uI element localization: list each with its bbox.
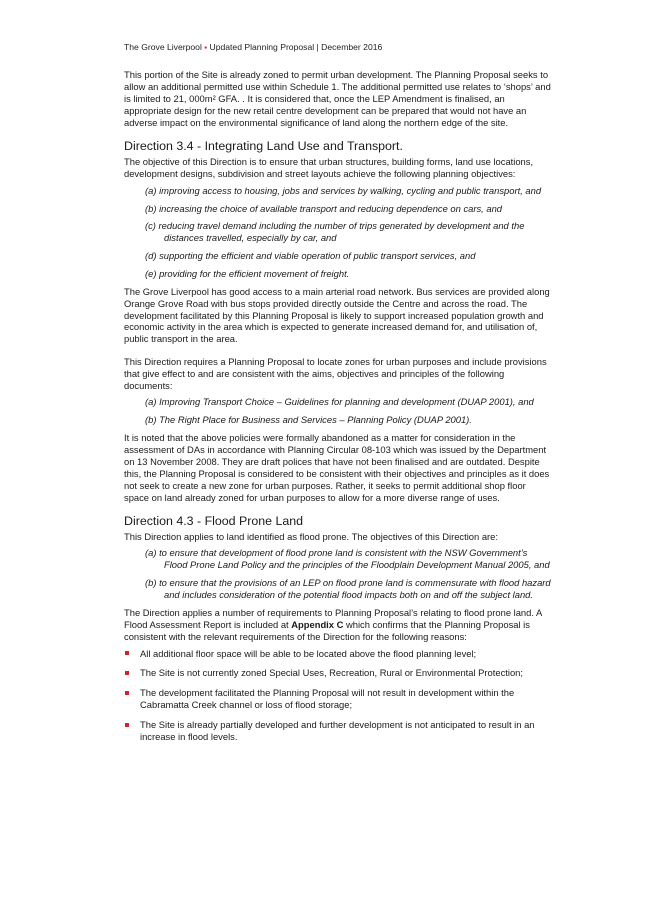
list-item: (b) to ensure that the provisions of an LEP on flood prone land is commensurate with flood hazard and includes consideration of the potential flood impacts both on and off the subject land. xyxy=(145,577,551,601)
direction-3-4-paragraph-1: The Grove Liverpool has good access to a main arterial road network. Bus services are provided along Orange Grove Road with bus stops provided directly outside the Centre and across the road. The development facilitated by this Planning Proposal is likely to support increased population growth and economic activity in the area which is expected to generate increased demand for, and utilisation of, public transport in the area. xyxy=(124,285,550,345)
bullet-square-icon xyxy=(125,671,129,675)
flood-reasons-list xyxy=(124,648,552,743)
direction-3-4-paragraph-2: This Direction requires a Planning Proposal to locate zones for urban purposes and include provisions that give effect to and are consistent with the aims, objectives and principles of the following documents: xyxy=(124,355,547,391)
direction-3-4-documents xyxy=(124,396,552,426)
list-item: (a) to ensure that development of flood prone land is consistent with the NSW Government’s Flood Prone Land Policy and the principles of the Floodplain Development Manual 2005, and xyxy=(145,547,550,571)
heading-direction-4-3: Direction 4.3 - Flood Prone Land xyxy=(124,513,304,528)
appendix-reference: Appendix C xyxy=(291,618,344,630)
list-item: The development facilitated the Planning Proposal will not result in development within the Cabramatta Creek channel or loss of flood storage; xyxy=(124,687,552,711)
direction-3-4-objectives xyxy=(124,185,552,280)
list-item: (e) providing for the efficient movement of freight. xyxy=(145,267,350,279)
direction-3-4-paragraph-3: It is noted that the above policies were formally abandoned as a matter for consideration in the assessment of DAs in accordance with Planning Circular 08-103 which was issued by the Department on 13 November 2008. They are draft polices that have not been finalised and are outdated. Despite this, the Planning Proposal is considered to be consistent with their objectives and principles as it does not seek to create a new zone for urban purposes. Rather, it seeks to permit additional shop floor space on land already zoned for urban purposes to allow for a more diverse range of uses. xyxy=(124,432,550,503)
direction-4-3-paragraph: The Direction applies a number of requirements to Planning Proposal’s relating to flood prone land. A Flood Assessment Report is included at Appendix C which confirms that the Planning Proposal is consistent with the relevant requirements of the Direction for the following reasons: xyxy=(124,606,542,642)
bullet-square-icon xyxy=(125,651,129,655)
list-item: The Site is not currently zoned Special Uses, Recreation, Rural or Environmental Protection; xyxy=(124,667,552,679)
list-item: (c) reducing travel demand including the number of trips generated by development and the distances travelled, especially by car, and xyxy=(145,220,525,244)
list-item: (b) The Right Place for Business and Services – Planning Policy (DUAP 2001). xyxy=(145,414,472,426)
list-item: (b) increasing the choice of available transport and reducing dependence on cars, and xyxy=(145,202,503,214)
header-title: The Grove Liverpool xyxy=(124,42,202,52)
list-item: The Site is already partially developed and further development is not anticipated to result in an increase in flood levels. xyxy=(124,719,552,743)
intro-paragraph: This portion of the Site is already zoned to permit urban development. The Planning Proposal seeks to allow an additional permitted use within Schedule 1. The additional permitted use relates to ‘shops’ and is limited to 21, 000m² GFA. . It is considered that, once the LEP Amendment is finalised, an appropriate design for the new retail centre development can be prepared that would not have an adverse impact on the environmental significance of land along the northern edge of the site. xyxy=(124,69,551,128)
direction-3-4-intro: The objective of this Direction is to ensure that urban structures, building forms, land use locations, development designs, subdivision and street layouts achieve the following planning objectives: xyxy=(124,156,534,179)
header-separator-dot-icon: ▪ xyxy=(204,43,208,52)
page-header xyxy=(124,42,382,52)
list-item: (a) improving access to housing, jobs and services by walking, cycling and public transport, and xyxy=(145,184,542,196)
page-content xyxy=(124,69,552,751)
bullet-square-icon xyxy=(125,691,129,695)
list-item: All additional floor space will be able to be located above the flood planning level; xyxy=(124,648,552,660)
list-item: (d) supporting the efficient and viable operation of public transport services, and xyxy=(145,250,476,262)
header-subtitle: Updated Planning Proposal | December 2016 xyxy=(209,42,383,52)
direction-4-3-intro: This Direction applies to land identified as flood prone. The objectives of this Direction are: xyxy=(124,530,498,542)
list-item: (a) Improving Transport Choice – Guidelines for planning and development (DUAP 2001), and xyxy=(145,396,534,408)
heading-direction-3-4: Direction 3.4 - Integrating Land Use and Transport. xyxy=(124,139,403,154)
bullet-square-icon xyxy=(125,723,129,727)
direction-4-3-objectives xyxy=(124,547,552,601)
